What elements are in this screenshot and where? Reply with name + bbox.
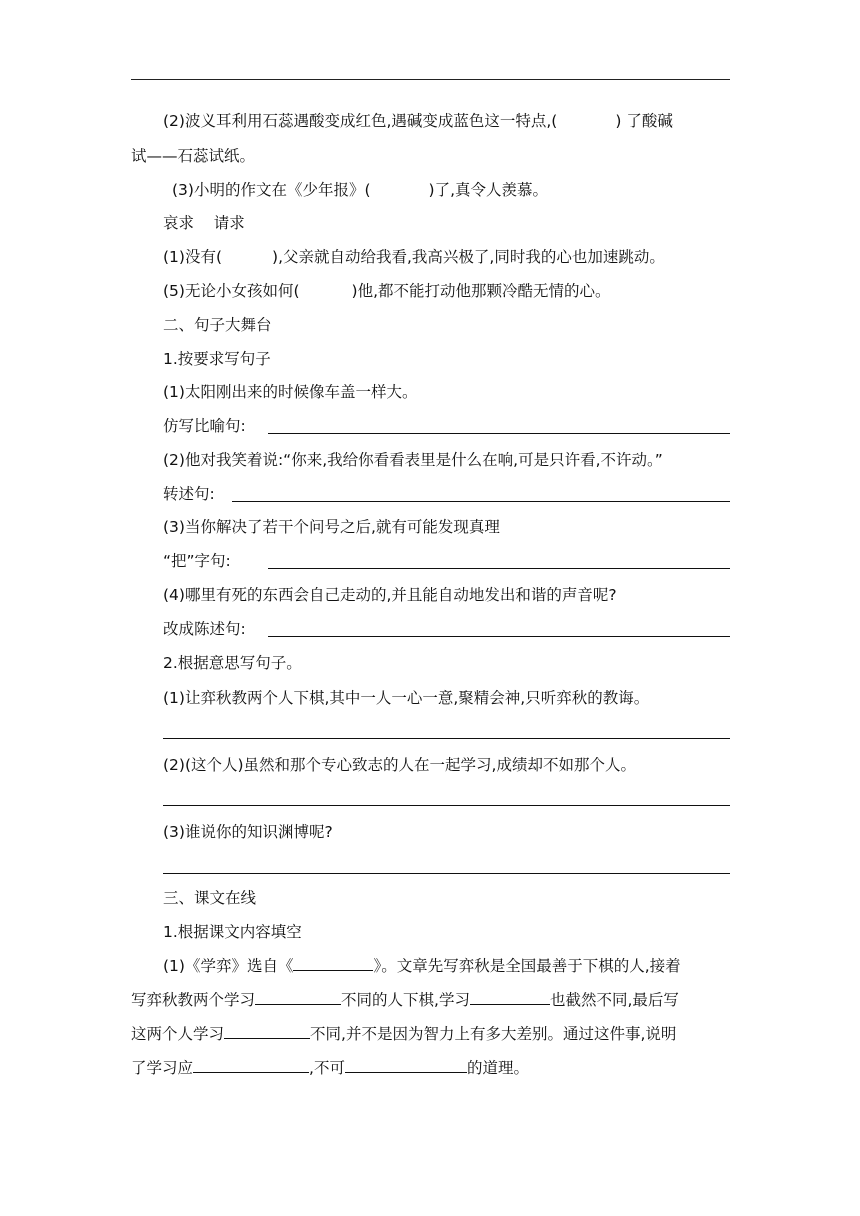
item-2-cont [131,146,255,166]
question-2: (2)他对我笑着说:“你来,我给你看看表里是什么在响,可是只许看,不许动。” [163,451,663,469]
item-5-line [163,281,611,301]
fill-para-line-1 [163,956,681,976]
fill-text: 这两个人学习 [131,1025,225,1043]
answer-line-4[interactable] [268,636,730,637]
fill-text: 不同,并不是因为智力上有多大差别。通过这件事,说明 [310,1025,677,1043]
fill-text: 的道理。 [466,1059,529,1077]
fill-blank-2[interactable] [255,990,341,1005]
fill-text: 不同的人下棋,学习 [341,991,470,1009]
fill-blank-3[interactable] [470,990,550,1005]
answer-line-1[interactable] [268,433,730,434]
question-1: (1)太阳刚出来的时候像车盖一样大。 [163,383,418,401]
fill-para-line-4 [131,1058,529,1078]
item-4-text-a: (1)没有( [163,248,223,266]
fill-text: (1)《学弈》选自《 [163,957,294,975]
item-5-text-b: )他,都不能打动他那颗冷酷无情的心。 [351,282,611,300]
word-group-2 [163,213,245,233]
answer-line-7[interactable] [163,873,730,874]
fill-blank-4[interactable] [224,1024,310,1039]
fill-blank-5[interactable] [193,1058,309,1073]
item-2-text-a: (2)波义耳利用石蕊遇酸变成红色,遇碱变成蓝色这一特点,( [163,112,558,130]
item-5-text-a: (5)无论小女孩如何( [163,282,300,300]
fill-text: 》。文章先写弈秋是全国最善于下棋的人,接着 [373,957,681,975]
section-2-sub-1: 1.按要求写句子 [163,350,271,368]
item-2-line [163,111,673,131]
fill-blank-1[interactable] [293,956,373,971]
fill-para-line-2 [131,990,679,1010]
item-2-text-b: ) 了酸碱 [615,112,673,130]
fill-blank-6[interactable] [345,1058,467,1073]
question-3: (3)当你解决了若干个问号之后,就有可能发现真理 [163,518,500,536]
fill-text: ,不可 [309,1059,345,1077]
section-3-sub-1: 1.根据课文内容填空 [163,923,302,941]
meaning-1: (1)让弈秋教两个人下棋,其中一人一心一意,聚精会神,只听弈秋的教诲。 [163,689,650,707]
answer-line-2[interactable] [232,501,730,502]
header-rule [131,79,730,80]
item-4-text-b: ),父亲就自动给我看,我高兴极了,同时我的心也加速跳动。 [272,248,665,266]
meaning-2: (2)(这个人)虽然和那个专心致志的人在一起学习,成绩却不如那个人。 [163,756,636,774]
answer-line-6[interactable] [163,805,730,806]
item-2-cont-text: 试——石蕊试纸。 [131,147,256,165]
fill-text: 写弈秋教两个学习 [131,991,256,1009]
question-2-label: 转述句: [163,485,215,503]
question-4-label: 改成陈述句: [163,620,246,638]
section-2-heading: 二、句子大舞台 [163,316,272,334]
fill-text: 也截然不同,最后写 [549,991,679,1009]
section-2-sub-2: 2.根据意思写句子。 [163,654,302,672]
question-1-label: 仿写比喻句: [163,417,246,435]
fill-para-line-3 [131,1024,676,1044]
answer-line-3[interactable] [268,568,730,569]
section-3-heading: 三、课文在线 [163,889,257,907]
item-3-line [172,180,548,200]
item-4-line [163,247,665,267]
question-3-label: “把”字句: [163,552,231,570]
item-3-text-a: (3)小明的作文在《少年报》( [172,181,371,199]
item-3-text-b: )了,真令人羡慕。 [428,181,548,199]
answer-line-5[interactable] [163,738,730,739]
meaning-3: (3)谁说你的知识渊博呢? [163,823,333,841]
question-4: (4)哪里有死的东西会自己走动的,并且能自动地发出和谐的声音呢? [163,586,617,604]
word-group-2-text: 哀求 请求 [163,214,245,232]
fill-text: 了学习应 [131,1059,194,1077]
